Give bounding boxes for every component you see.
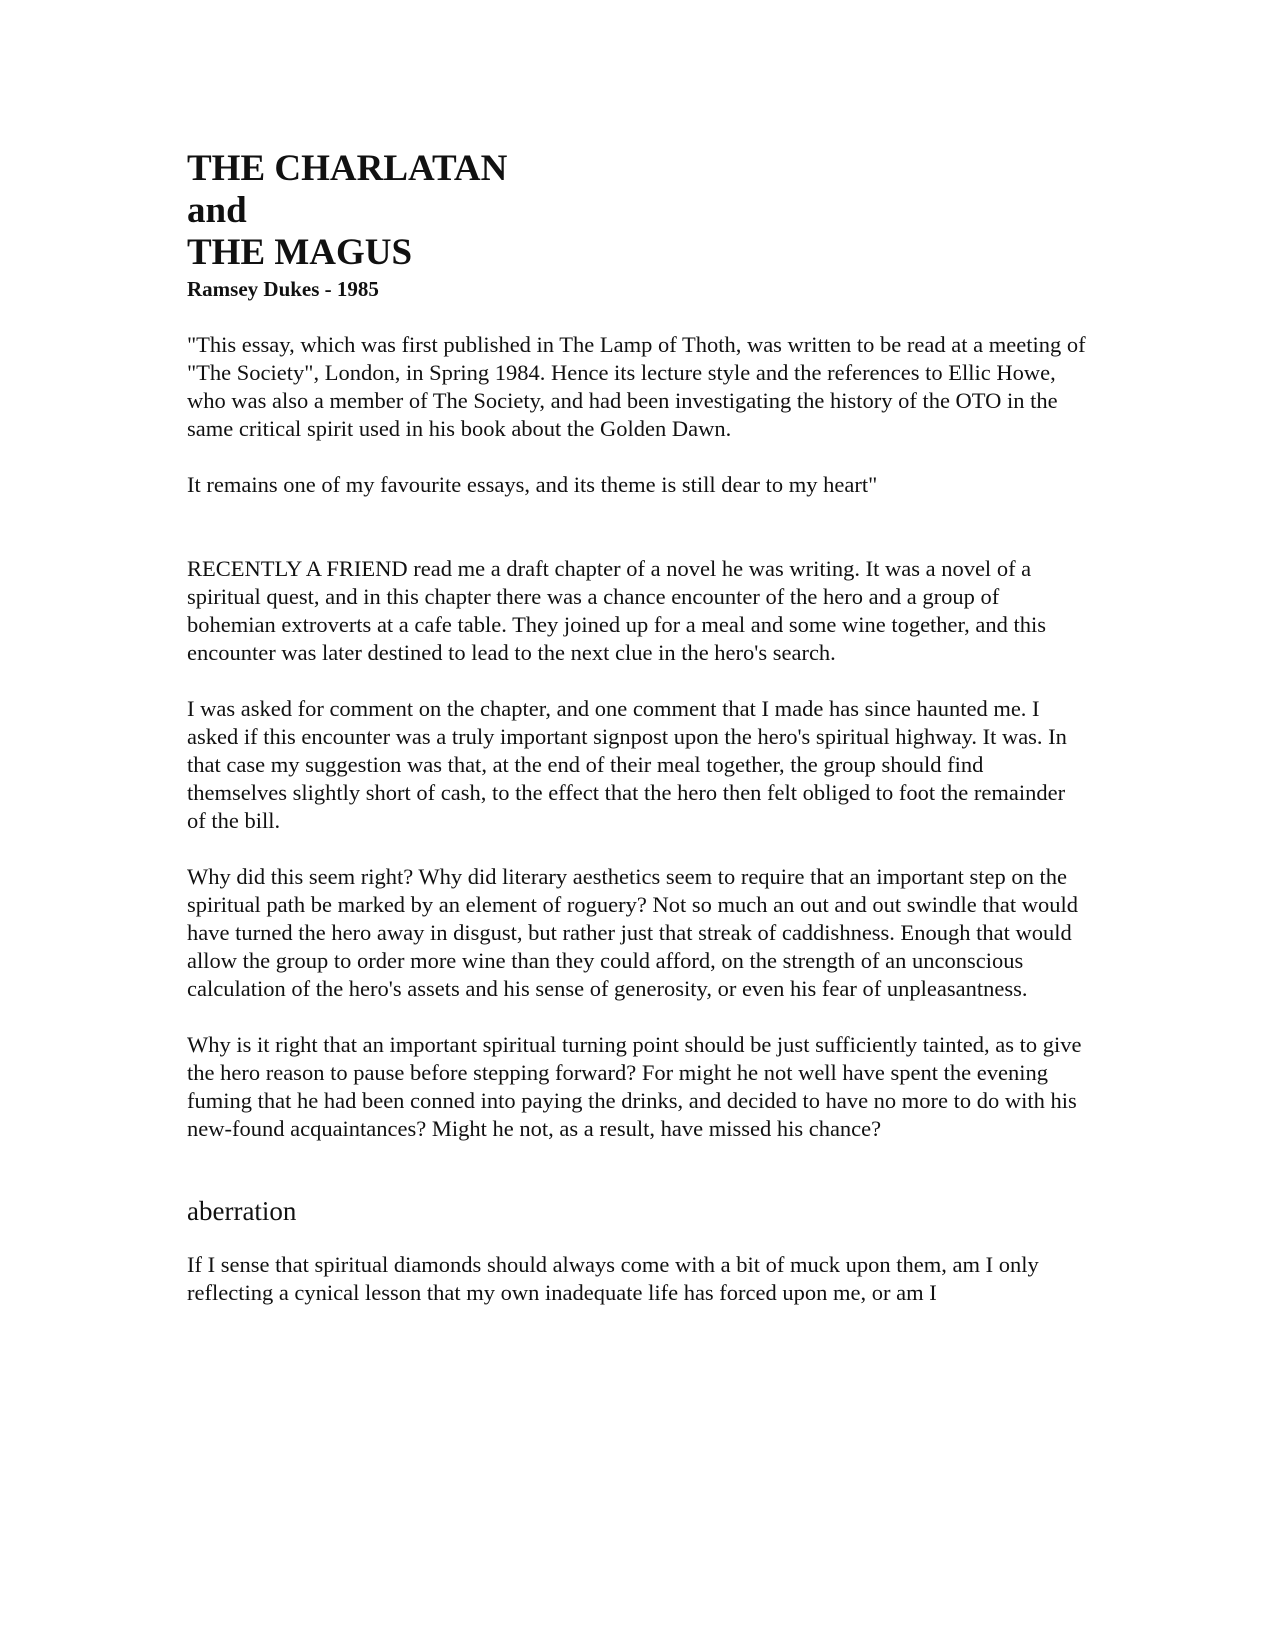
document-page [187,148,1087,1307]
body-paragraph-2: I was asked for comment on the chapter, and one comment that I made has since haunted me. I asked if this encounter was a truly important signpost upon the hero's spiritual highway. It was. In that case my suggestion was that, at the end of their meal together, the group should find themselves slightly short of cash, to the effect that the hero then felt obliged to foot the remainder of the bill. [187,696,1067,833]
body-paragraph-1: RECENTLY A FRIEND read me a draft chapter of a novel he was writing. It was a novel of a spiritual quest, and in this chapter there was a chance encounter of the hero and a group of bohemian extroverts at a cafe table. They joined up for a meal and some wine together, and this encounter was later destined to lead to the next clue in the hero's search. [187,556,1047,665]
section-heading: aberration [187,1196,297,1226]
intro-paragraph-1: "This essay, which was first published in The Lamp of Thoth, was written to be read at a meeting of "The Society", London, in Spring 1984. Hence its lecture style and the references to Ellic Howe, who was also a member of The Society, and had been investigating the history of the OTO in the same critical spirit used in his book about the Golden Dawn. [187,332,1086,441]
title-line-2: and [187,190,247,231]
title-line-1: THE CHARLATAN [187,148,508,189]
body-paragraph-4: Why is it right that an important spiritual turning point should be just sufficiently tainted, as to give the hero reason to pause before stepping forward? For might he not well have spent the evening fuming that he had been conned into paying the drinks, and decided to have no more to do with his new-found acquaintances? Might he not, as a result, have missed his chance? [187,1032,1082,1141]
title-line-3: THE MAGUS [187,232,413,273]
byline: Ramsey Dukes - 1985 [187,277,379,301]
body-paragraph-3: Why did this seem right? Why did literary aesthetics seem to require that an important step on the spiritual path be marked by an element of roguery? Not so much an out and out swindle that would have turned the hero away in disgust, but rather just that streak of caddishness. Enough that would allow the group to order more wine than they could afford, on the strength of an unconscious calculation of the hero's assets and his sense of generosity, or even his fear of unpleasantness. [187,864,1079,1001]
document-title [187,148,1087,274]
section-paragraph: If I sense that spiritual diamonds should always come with a bit of muck upon them, am I only reflecting a cynical lesson that my own inadequate life has forced upon me, or am I [187,1252,1039,1305]
intro-paragraph-2: It remains one of my favourite essays, and its theme is still dear to my heart" [187,472,878,497]
